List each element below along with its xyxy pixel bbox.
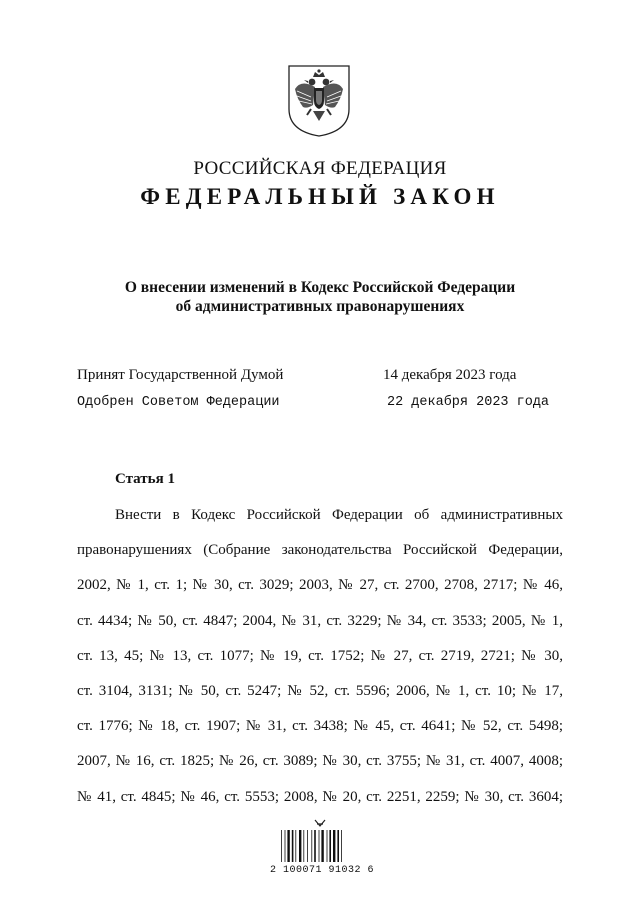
barcode-bar: [285, 830, 286, 862]
barcode-bar: [314, 830, 316, 862]
barcode-bar: [287, 830, 289, 862]
barcode-bar: [319, 830, 320, 862]
barcode-bar: [341, 830, 342, 862]
barcode-bar: [337, 830, 339, 862]
duma-label: Принят Государственной Думой: [77, 367, 284, 383]
country-name: РОССИЙСКАЯ ФЕДЕРАЦИЯ: [193, 158, 447, 179]
body-line: № 41, ст. 4845; № 46, ст. 5553; 2008, № 20, ст. 2251, 2259; № 30, ст. 3604;: [77, 788, 563, 805]
barcode-bar: [295, 830, 296, 862]
law-type-title: ФЕДЕРАЛЬНЫЙ ЗАКОН: [140, 184, 500, 209]
barcode-bar: [311, 830, 312, 862]
council-date: 22 декабря 2023 года: [387, 395, 550, 410]
barcode-bar: [307, 830, 308, 862]
body-line: ст. 1776; № 18, ст. 1907; № 31, ст. 3438; № 45, ст. 4641; № 52, ст. 5498;: [77, 718, 563, 735]
body-line: правонарушениях (Собрание законодательства Российской Федерации,: [77, 542, 563, 559]
duma-date: 14 декабря 2023 года: [383, 367, 517, 383]
barcode-bar: [333, 830, 335, 862]
barcode-bar: [327, 830, 328, 862]
barcode-bar: [321, 830, 323, 862]
law-subject: [0, 278, 640, 316]
body-line: Внести в Кодекс Российской Федерации об административных: [115, 507, 563, 523]
barcode-bar: [329, 830, 331, 862]
barcode-number: 2 100071 91032 6: [270, 865, 375, 876]
body-line: ст. 13, 45; № 13, ст. 1077; № 19, ст. 1752; № 27, ст. 2719, 2721; № 30,: [77, 647, 563, 664]
article-body: [77, 506, 563, 823]
law-subject-line: об административных правонарушениях: [175, 298, 465, 315]
law-subject-line: О внесении изменений в Кодекс Российской Федерации: [124, 279, 516, 296]
body-line: 2002, № 1, ст. 1; № 30, ст. 3029; 2003, № 27, ст. 2700, 2708, 2717; № 46,: [77, 577, 563, 594]
body-line: ст. 4434; № 50, ст. 4847; 2004, № 31, ст. 3229; № 34, ст. 3533; 2005, № 1,: [77, 612, 563, 629]
barcode-bar: [292, 830, 294, 862]
body-line: 2007, № 16, ст. 1825; № 26, ст. 3089; № 30, ст. 3755; № 31, ст. 4007, 4008;: [77, 753, 563, 770]
barcode-bar: [299, 830, 301, 862]
council-label: Одобрен Советом Федерации: [77, 395, 280, 410]
barcode-bar: [281, 830, 282, 862]
article-heading: Статья 1: [115, 471, 175, 487]
barcode-bar: [303, 830, 304, 862]
body-line: ст. 3104, 3131; № 50, ст. 5247; № 52, ст. 5596; 2006, № 1, ст. 10; № 17,: [77, 682, 563, 699]
coat-of-arms-icon: [285, 63, 353, 138]
